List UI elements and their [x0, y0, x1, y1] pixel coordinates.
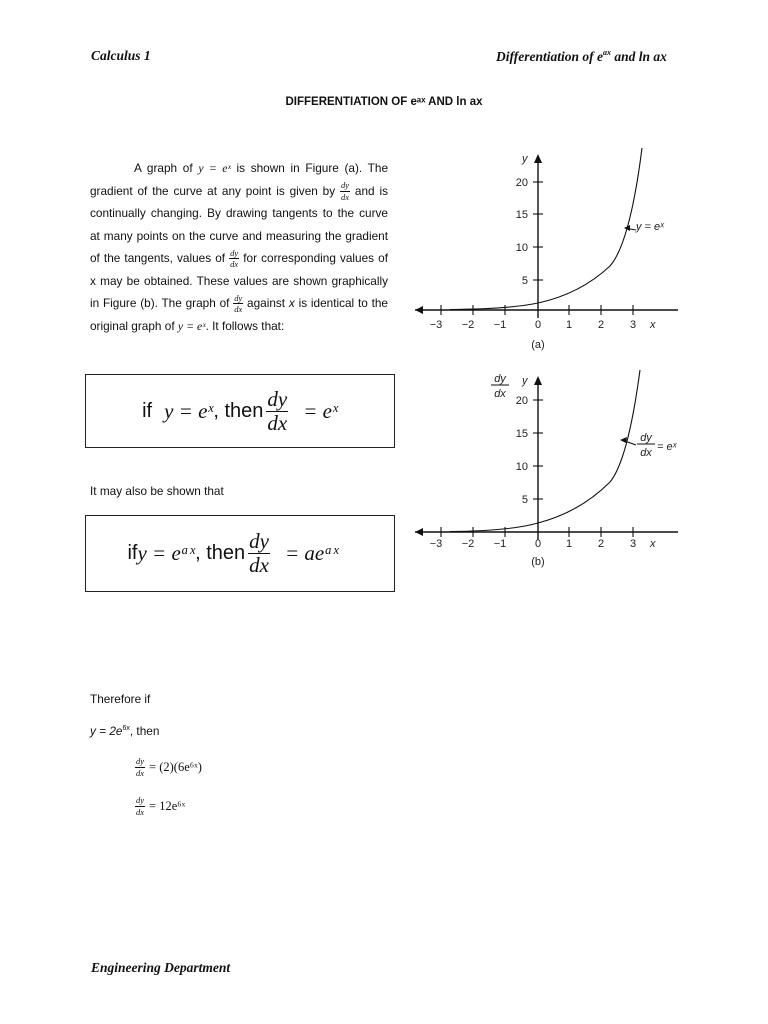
figure-caption: (b) — [531, 556, 545, 568]
y-axis-label: y — [522, 375, 528, 387]
header-right-suffix: and ln ax — [611, 49, 667, 64]
dy-dx-fraction: $\frac{dy}{dx}$ — [341, 180, 350, 202]
example-step-2-rhs: = 12e⁶ˣ — [149, 798, 186, 813]
curve-label: y = eˣ — [636, 221, 664, 233]
page-title: DIFFERENTIATION OF eᵃˣ AND ln ax — [285, 96, 483, 108]
formula-box-eax — [85, 515, 395, 592]
x-tick-label: 1 — [565, 319, 573, 331]
x-axis-label: x — [650, 319, 656, 331]
curve-label-rhs: = eˣ — [657, 441, 677, 453]
intro-paragraph — [90, 157, 388, 337]
example-y-expression — [90, 724, 159, 738]
x-tick-label: −2 — [461, 319, 475, 331]
y-tick-label: 20 — [515, 177, 528, 189]
figure-caption: (a) — [531, 339, 545, 351]
x-ticks — [430, 527, 656, 550]
x-tick-label: 3 — [629, 319, 637, 331]
dy-dx-fraction: $\frac{dy}{dx}$ — [136, 795, 145, 817]
x-tick-label: −1 — [493, 538, 507, 550]
y-axis-label: y — [522, 153, 528, 165]
x-tick-label: −3 — [429, 319, 443, 331]
formula-rhs: = aeᵃˣ — [284, 541, 339, 565]
formula-y-expression: y = eˣ — [164, 398, 214, 423]
example-y-suffix: , then — [129, 724, 160, 738]
formula-then: , then — [195, 542, 246, 564]
example-step-2 — [135, 796, 185, 816]
x-tick-label: −3 — [429, 538, 443, 550]
intro-x: x — [288, 296, 295, 310]
x-axis-arrow-left — [415, 306, 423, 314]
intro-math-y-eq-ex: y = eˣ — [198, 161, 231, 175]
header-right-prefix: Differentiation of e — [496, 49, 603, 64]
y-tick-label: 10 — [515, 242, 528, 254]
y-ticks — [516, 395, 543, 506]
intro-text-7: . It follows that: — [205, 318, 285, 333]
example-step-1 — [135, 757, 202, 777]
figure-a-graph — [410, 148, 700, 358]
y-ticks — [516, 177, 543, 287]
x-tick-label: 2 — [597, 538, 605, 550]
intro-text-6: is identical to the original graph of — [90, 296, 388, 333]
intro-text-1: A graph of — [134, 161, 199, 175]
therefore-text: Therefore if — [90, 692, 151, 706]
y-axis-dx-label: dx — [494, 388, 506, 400]
formula-rhs: = eˣ — [303, 398, 338, 423]
x-tick-label: 2 — [597, 319, 605, 331]
y-tick-label: 5 — [521, 494, 528, 506]
exp-curve — [450, 370, 640, 532]
y-tick-label: 15 — [515, 428, 528, 440]
intro-text-5: against — [243, 296, 289, 310]
x-tick-label: −1 — [493, 319, 507, 331]
example-step-1-rhs: = (2)(6e⁶ˣ) — [149, 759, 202, 774]
y-axis-dy-label: dy — [494, 373, 506, 385]
formula-dy-dx: $\frac{dy}{dx}$ — [249, 529, 269, 577]
also-text: It may also be shown that — [90, 484, 224, 498]
figure-b-graph — [410, 370, 700, 580]
y-tick-label: 15 — [515, 209, 528, 221]
curve-label-dx: dx — [640, 447, 652, 459]
example-y-sup: 6x — [122, 725, 130, 732]
x-axis-label: x — [650, 538, 656, 550]
x-tick-label: −2 — [461, 538, 475, 550]
y-tick-label: 10 — [515, 461, 528, 473]
dy-dx-fraction: $\frac{dy}{dx}$ — [234, 292, 243, 315]
intro-text-3: and is continually changing. By drawing tangents to the curve at many points on the curve and measuring the gradient of the tangents, values of — [90, 183, 388, 265]
formula-y-expression: y = eᵃˣ — [137, 541, 196, 565]
intro-text-4: for corresponding values of x may be obtained. These values are shown graphically in Figure (b). The graph of — [90, 251, 389, 310]
x-tick-label: 0 — [534, 319, 542, 331]
header-right-sup: ax — [603, 48, 611, 57]
y-tick-label: 5 — [521, 275, 528, 287]
formula-if: if — [127, 542, 138, 564]
example-y-prefix: y = 2e — [90, 724, 123, 738]
dy-dx-fraction: $\frac{dy}{dx}$ — [136, 756, 145, 778]
x-tick-label: 1 — [565, 538, 573, 550]
y-axis-arrow — [534, 376, 542, 385]
dy-dx-fraction: $\frac{dy}{dx}$ — [230, 247, 239, 270]
x-tick-label: 0 — [534, 538, 542, 550]
intro-text-2: is shown in Figure (a). The gradient of the curve at any point is given by — [90, 161, 389, 198]
curve-label-dy: dy — [640, 432, 652, 444]
x-tick-label: 3 — [629, 538, 637, 550]
intro-math-y-eq-ex-2: y = eˣ — [177, 318, 206, 333]
formula-then: , then — [213, 399, 264, 422]
formula-if: if — [142, 399, 153, 422]
formula-box-ex — [85, 374, 395, 448]
footer-department: Engineering Department — [91, 960, 231, 975]
exp-curve — [450, 148, 642, 310]
x-axis-arrow-left — [415, 528, 423, 536]
header-chapter-title — [496, 48, 667, 65]
header-course-title: Calculus 1 — [91, 48, 151, 63]
curve-label-arrow — [620, 437, 627, 443]
formula-dy-dx: $\frac{dy}{dx}$ — [267, 386, 288, 435]
y-axis-arrow — [534, 154, 542, 163]
y-tick-label: 20 — [515, 395, 528, 407]
